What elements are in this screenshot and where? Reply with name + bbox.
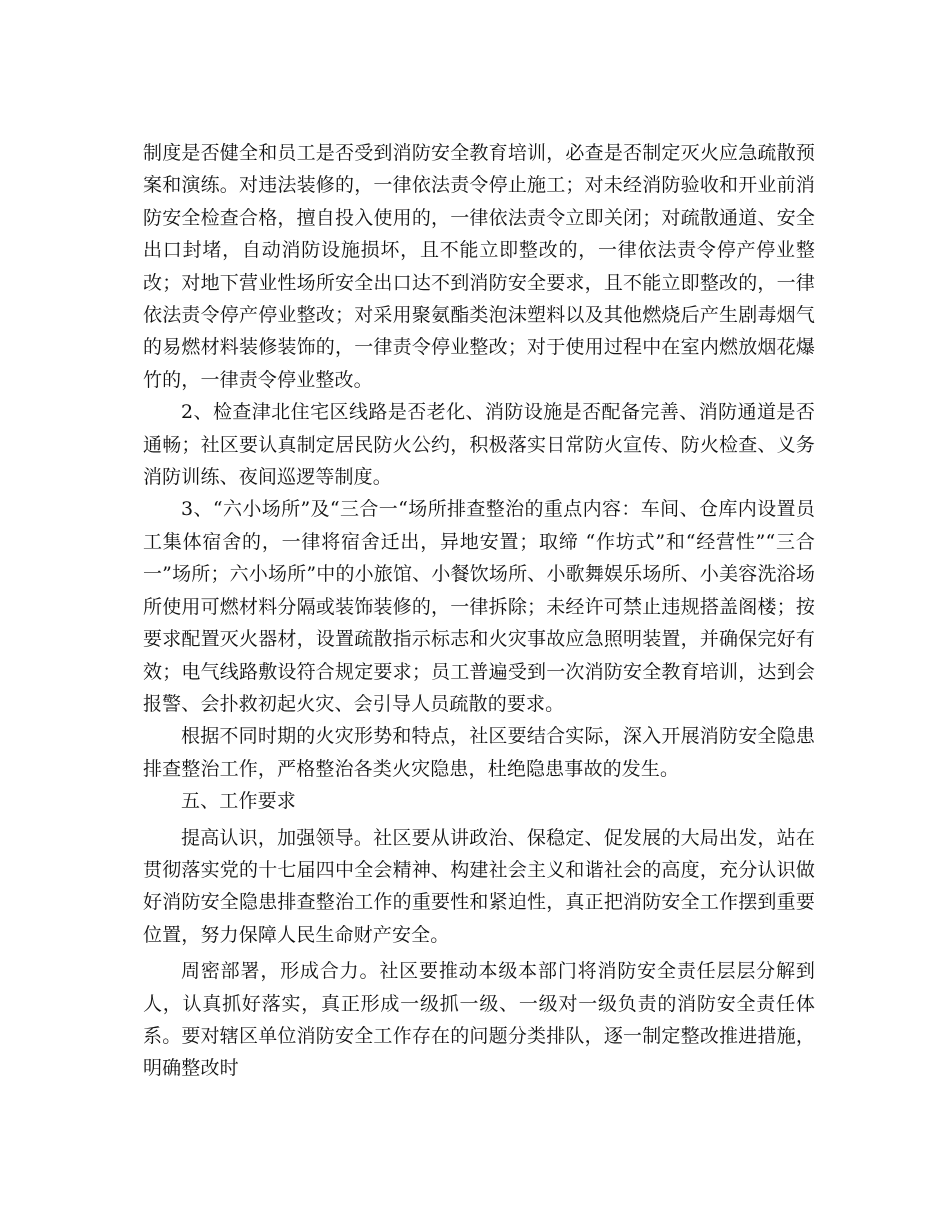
- paragraph-1: 制度是否健全和员工是否受到消防安全教育培训，必查是否制定灭火应急疏散预案和演练。对违法装修的，一律依法责令停止施工；对未经消防验收和开业前消防安全检查合格，擅自投入使用的，一律依法责令立即关闭；对疏散通道、安全出口封堵，自动消防设施损坏，且不能立即整改的，一律依法责令停产停业整改；对地下营业性场所安全出口达不到消防安全要求，且不能立即整改的，一律依法责令停产停业整改；对采用聚氨酯类泡沫塑料以及其他燃烧后产生剧毒烟气的易燃材料装修装饰的，一律责令停业整改；对于使用过程中在室内燃放烟花爆竹的，一律责令停业整改。: [143, 142, 815, 391]
- paragraph-7: 周密部署，形成合力。社区要推动本级本部门将消防安全责任层层分解到人，认真抓好落实，真正形成一级抓一级、一级对一级负责的消防安全责任体系。要对辖区单位消防安全工作存在的问题分类排队，逐一制定整改推进措施，明确整改时: [143, 960, 815, 1080]
- section-heading-work-requirements: 五、工作要求: [181, 790, 296, 813]
- paragraph-3: 3、“六小场所”及“三合一“场所排查整治的重点内容：车间、仓库内设置员工集体宿舍的，一律将宿舍迁出，异地安置；取缔 “作坊式”和“经营性”“三合一”场所；六小场所”中的小旅馆、小餐饮场所、小歌舞娱乐场所、小美容洗浴场所使用可燃材料分隔或装饰装修的，一律拆除；未经许可禁止违规搭盖阁楼；按要求配置灭火器材，设置疏散指示标志和火灾事故应急照明装置，并确保完好有效；电气线路敷设符合规定要求；员工普遍受到一次消防安全教育培训，达到会报警、会扑救初起火灾、会引导人员疏散的要求。: [143, 498, 815, 715]
- paragraph-6: 提高认识，加强领导。社区要从讲政治、保稳定、促发展的大局出发，站在贯彻落实党的十七届四中全会精神、构建社会主义和谐社会的高度，充分认识做好消防安全隐患排查整治工作的重要性和紧迫性，真正把消防安全工作摆到重要位置，努力保障人民生命财产安全。: [143, 826, 815, 946]
- document-body: [143, 137, 815, 1085]
- paragraph-4: 根据不同时期的火灾形势和特点，社区要结合实际，深入开展消防安全隐患排查整治工作，严格整治各类火灾隐患，杜绝隐患事故的发生。: [143, 725, 815, 780]
- paragraph-2: 2、检查津北住宅区线路是否老化、消防设施是否配备完善、消防通道是否通畅；社区要认真制定居民防火公约，积极落实日常防火宣传、防火检查、义务消防训练、夜间巡逻等制度。: [143, 401, 815, 489]
